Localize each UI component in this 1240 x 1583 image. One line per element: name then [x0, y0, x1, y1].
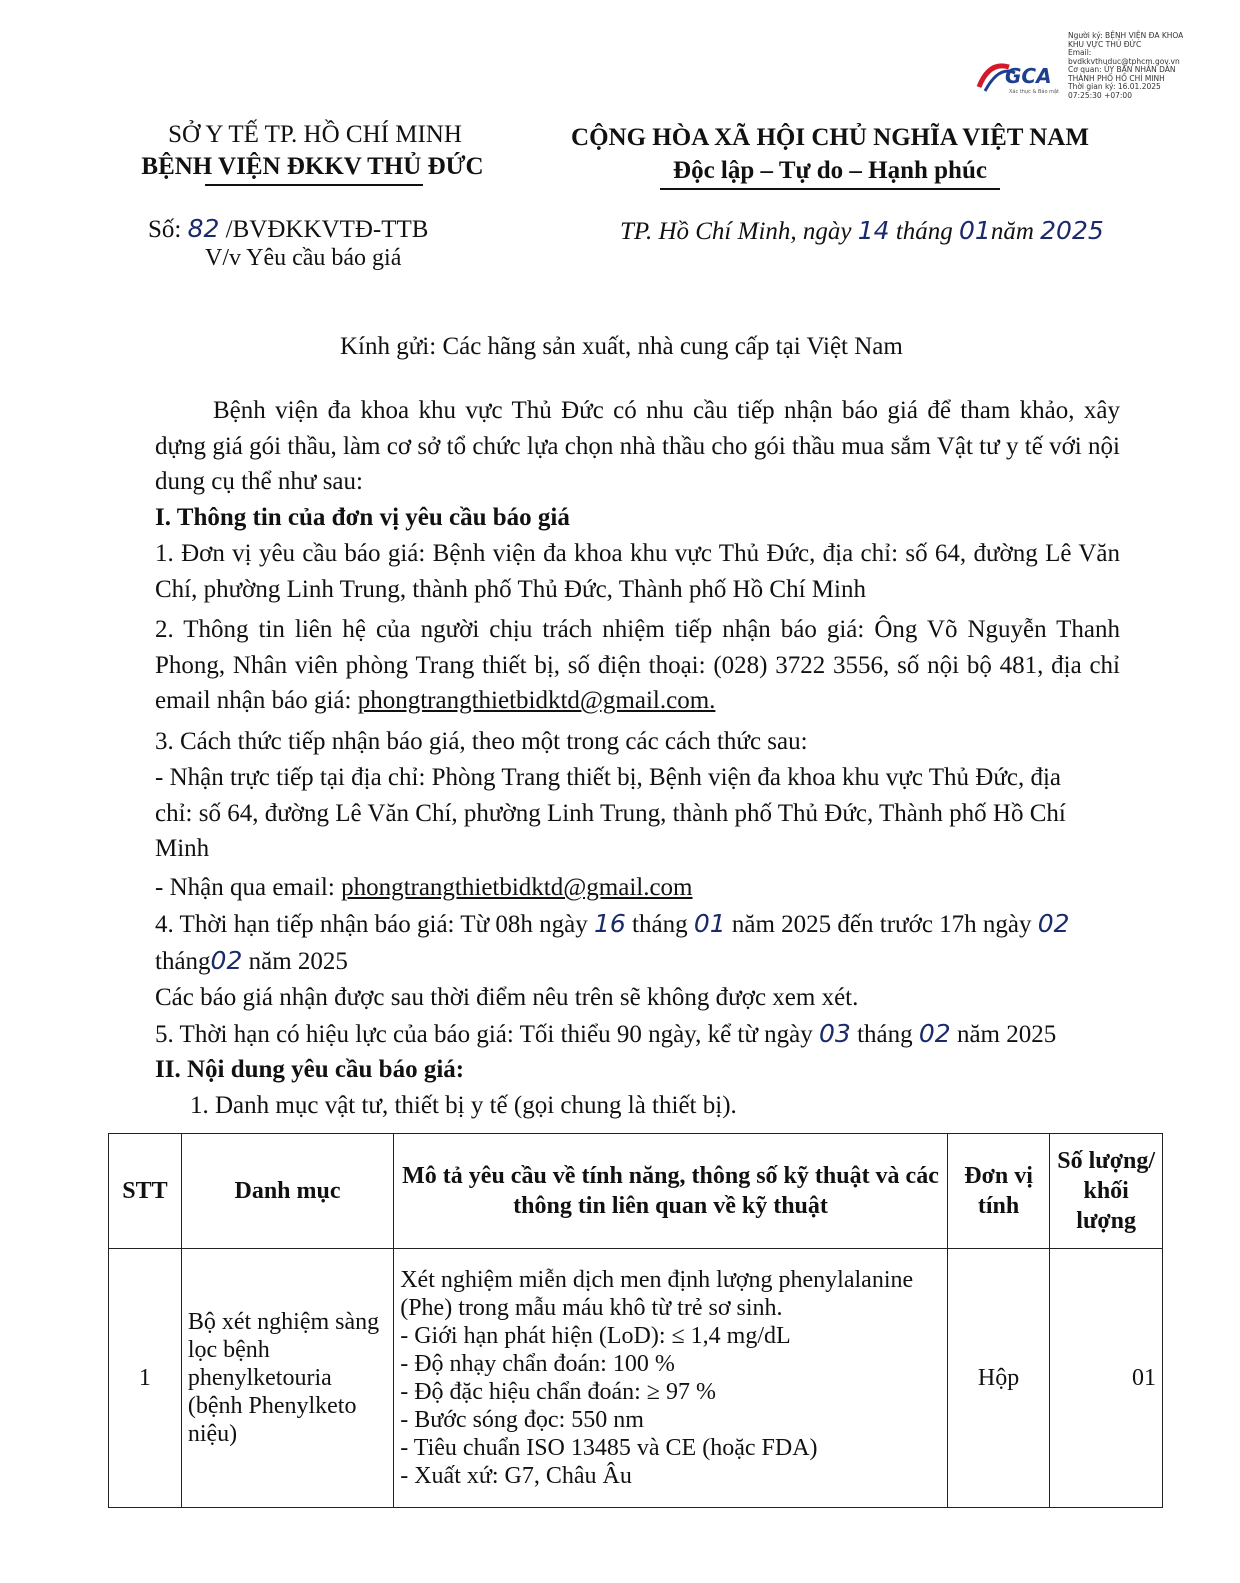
- doc-no-handwritten: 82: [187, 214, 220, 243]
- cell-name: Bộ xét nghiệm sàng lọc bệnh phenylketouria (bệnh Phenylketo niệu): [181, 1249, 393, 1508]
- table-row: [109, 1249, 1163, 1508]
- document-number: [148, 214, 428, 244]
- logo-text: GCA: [1005, 64, 1052, 88]
- logo-subtitle: Xác thực & Bảo mật: [1009, 89, 1059, 95]
- desc-line: - Xuất xứ: G7, Châu Âu: [400, 1463, 632, 1489]
- section1-item4-note: Các báo giá nhận được sau thời điểm nêu trên sẽ không được xem xét.: [155, 984, 859, 1011]
- cell-qty: 01: [1050, 1249, 1163, 1508]
- cell-stt: 1: [109, 1249, 182, 1508]
- desc-line: - Độ đặc hiệu chẩn đoán: ≥ 97 %: [400, 1379, 716, 1405]
- signature-logo: [975, 57, 1065, 97]
- section1-item3-direct: - Nhận trực tiếp tại địa chỉ: Phòng Trang thiết bị, Bệnh viện đa khoa khu vực Thủ Đức, địa chỉ: số 64, đường Lê Văn Chí, phường Linh Trung, thành phố Thủ Đức, Thành phố Hồ Chí Minh: [155, 764, 1066, 862]
- recipient: Kính gửi: Các hãng sản xuất, nhà cung cấp tại Việt Nam: [340, 333, 903, 360]
- intro-paragraph: Bệnh viện đa khoa khu vực Thủ Đức có nhu cầu tiếp nhận báo giá để tham khảo, xây dựng giá gói thầu, làm cơ sở tổ chức lựa chọn nhà thầu cho gói thầu mua sắm Vật tư y tế với nội dung cụ thể như sau:: [155, 397, 1120, 495]
- item4-start-month: 01: [693, 909, 726, 938]
- item4-text-5: năm 2025: [242, 947, 348, 975]
- section1-item3: 3. Cách thức tiếp nhận báo giá, theo một trong các cách thức sau:: [155, 728, 808, 755]
- section1-item2-text: 2. Thông tin liên hệ của người chịu trách nhiệm tiếp nhận báo giá: Ông Võ Nguyễn Thanh Phong, Nhân viên phòng Trang thiết bị, số điện thoại: (028) 3722 3556, số nội bộ 481, địa chỉ email nhận báo giá:: [155, 616, 1120, 714]
- gca-logo-icon: [975, 57, 1065, 97]
- section2-item1: 1. Danh mục vật tư, thiết bị y tế (gọi chung là thiết bị).: [190, 1092, 737, 1119]
- date-prefix: TP. Hồ Chí Minh, ngày: [620, 218, 858, 245]
- section1-item4: [155, 906, 1120, 979]
- document-subject: V/v Yêu cầu báo giá: [205, 245, 402, 271]
- signature-time: Thời gian ký: 16.01.2025 07:25:30 +07:00: [1068, 82, 1161, 100]
- date-mid2: năm: [990, 218, 1041, 245]
- motto-underline: [660, 188, 1000, 190]
- signature-agency: Cơ quan: ỦY BAN NHÂN DÂN THÀNH PHỐ HỒ CHÍ MINH: [1068, 65, 1176, 83]
- item4-end-day: 02: [1037, 909, 1070, 938]
- section1-heading: I. Thông tin của đơn vị yêu cầu báo giá: [155, 504, 570, 531]
- org-parent: SỞ Y TẾ TP. HỒ CHÍ MINH: [168, 121, 462, 148]
- signature-signer: Người ký: BỆNH VIỆN ĐA KHOA KHU VỰC THỦ ĐỨC: [1068, 31, 1184, 49]
- col-header-name: Danh mục: [181, 1134, 393, 1249]
- item3-email-prefix: - Nhận qua email:: [155, 874, 342, 901]
- item5-month: 02: [918, 1019, 951, 1048]
- item4-text-2: tháng: [625, 911, 694, 938]
- section1-item5: [155, 1016, 1145, 1053]
- doc-no-prefix: Số:: [148, 216, 188, 243]
- date-month: 01: [959, 216, 991, 245]
- col-header-desc: Mô tả yêu cầu về tính năng, thông số kỹ thuật và các thông tin liên quan về kỹ thuật: [394, 1134, 948, 1249]
- item5-day: 03: [819, 1019, 851, 1048]
- item5-text-1: 5. Thời hạn có hiệu lực của báo giá: Tối thiểu 90 ngày, kể từ ngày: [155, 1021, 820, 1048]
- doc-no-suffix: /BVĐKKVTĐ-TTB: [219, 216, 429, 243]
- col-header-unit: Đơn vị tính: [947, 1134, 1050, 1249]
- section2-heading: II. Nội dung yêu cầu báo giá:: [155, 1056, 465, 1083]
- section1-item2: [155, 612, 1120, 719]
- contact-email-link[interactable]: phongtrangthietbidktd@gmail.com.: [357, 687, 716, 714]
- desc-line: - Tiêu chuẩn ISO 13485 và CE (hoặc FDA): [400, 1435, 818, 1461]
- section1-item3-email: [155, 870, 1120, 906]
- signature-email: Email: bvdkkvthuduc@tphcm.gov.vn: [1068, 48, 1180, 66]
- desc-line: - Độ nhạy chẩn đoán: 100 %: [400, 1351, 675, 1377]
- desc-line: Xét nghiệm miễn dịch men định lượng phenylalanine (Phe) trong mẫu máu khô từ trẻ sơ sinh.: [400, 1267, 914, 1321]
- item4-text-1: 4. Thời hạn tiếp nhận báo giá: Từ 08h ngày: [155, 911, 594, 938]
- date-year: 2025: [1040, 216, 1104, 245]
- org-underline: [205, 184, 423, 186]
- item4-text-3: năm 2025 đến trước 17h ngày: [725, 911, 1038, 938]
- desc-line: - Giới hạn phát hiện (LoD): ≤ 1,4 mg/dL: [400, 1323, 791, 1349]
- signature-details: [1068, 32, 1188, 100]
- item4-start-day: 16: [593, 909, 626, 938]
- nation-title: CỘNG HÒA XÃ HỘI CHỦ NGHĨA VIỆT NAM: [571, 124, 1089, 151]
- motto: Độc lập – Tự do – Hạnh phúc: [673, 157, 987, 184]
- cell-unit: Hộp: [947, 1249, 1050, 1508]
- col-header-stt: STT: [109, 1134, 182, 1249]
- items-table: [108, 1133, 1163, 1508]
- section1-item1: 1. Đơn vị yêu cầu báo giá: Bệnh viện đa khoa khu vực Thủ Đức, địa chỉ: số 64, đường Lê Văn Chí, phường Linh Trung, thành phố Thủ Đức, Thành phố Hồ Chí Minh: [155, 540, 1120, 603]
- item5-text-2: tháng: [850, 1021, 919, 1048]
- cell-desc: [394, 1249, 948, 1508]
- item4-end-month: 02: [210, 945, 243, 975]
- date-mid1: tháng: [889, 218, 960, 245]
- submission-email-link[interactable]: phongtrangthietbidktd@gmail.com: [341, 874, 693, 901]
- document-date: [620, 216, 1104, 246]
- item5-text-3: năm 2025: [950, 1021, 1057, 1048]
- col-header-qty: Số lượng/ khối lượng: [1050, 1134, 1163, 1249]
- date-day: 14: [857, 216, 890, 245]
- desc-line: - Bước sóng đọc: 550 nm: [400, 1407, 644, 1433]
- org-name: BỆNH VIỆN ĐKKV THỦ ĐỨC: [141, 153, 484, 180]
- table-header-row: [109, 1134, 1163, 1249]
- item4-text-4: tháng: [155, 947, 211, 975]
